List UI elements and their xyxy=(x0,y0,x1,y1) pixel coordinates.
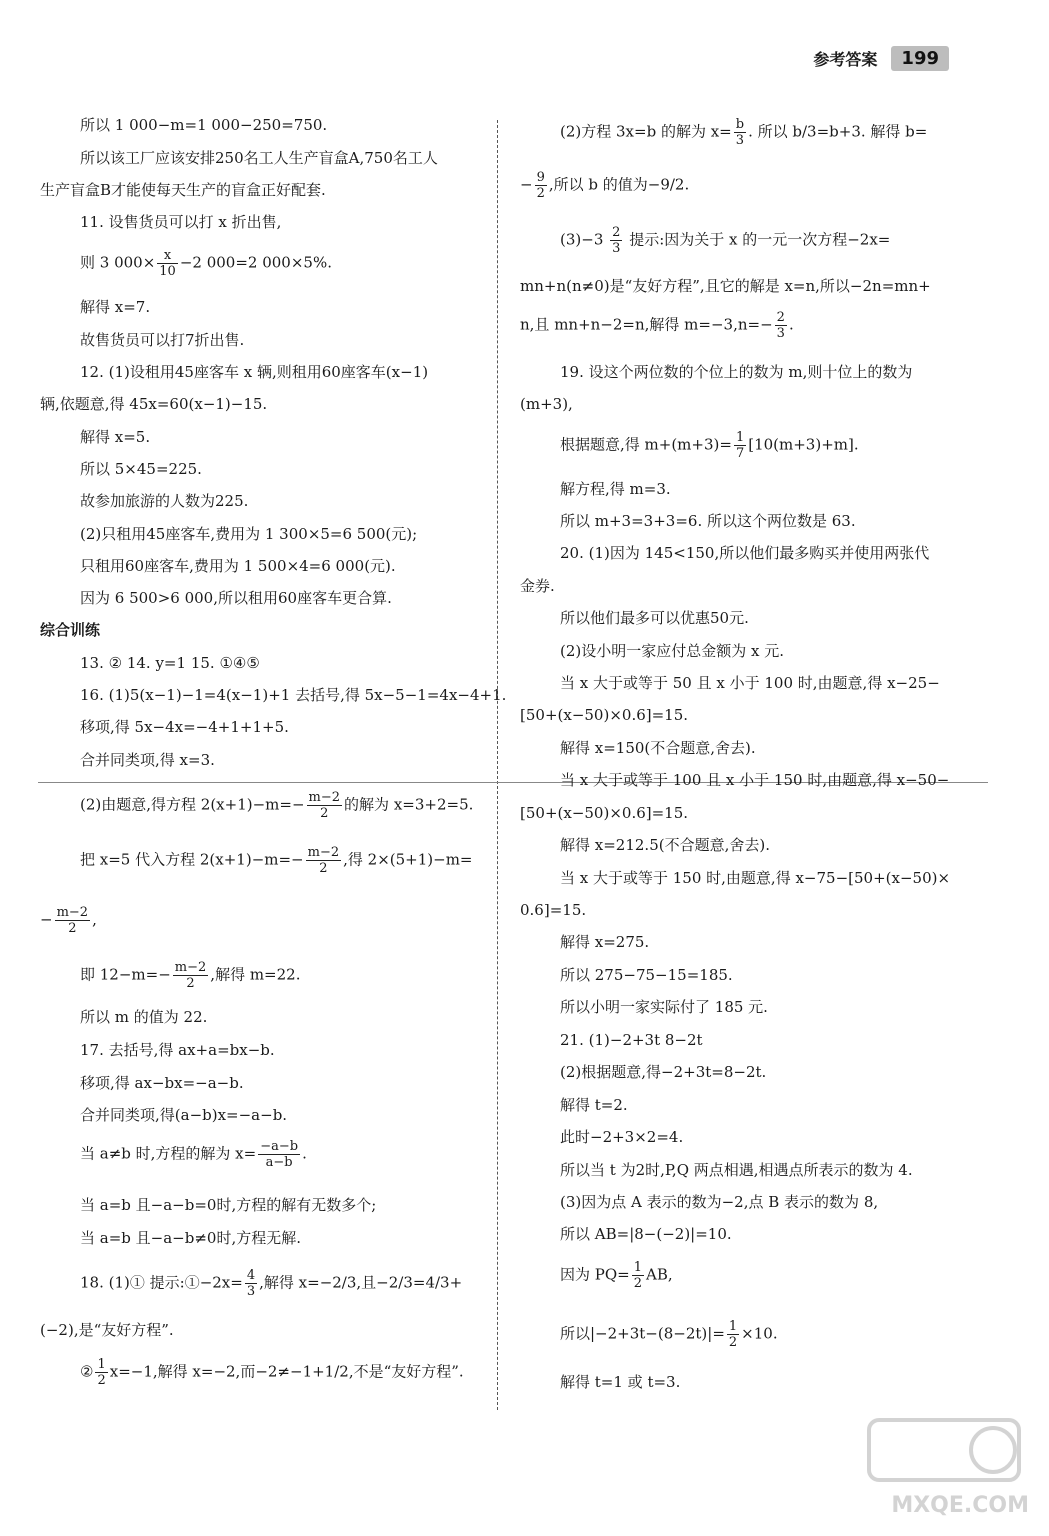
fraction xyxy=(632,1260,644,1291)
line-text: (−2),是“友好方程”. xyxy=(40,1321,174,1339)
text-line xyxy=(80,212,281,232)
line-text: 故参加旅游的人数为225. xyxy=(80,492,249,510)
section-heading xyxy=(40,620,100,640)
line-text: 所以 5×45=225. xyxy=(80,460,202,478)
fraction xyxy=(734,117,746,148)
line-text-after: ,解得 m=22. xyxy=(210,965,301,984)
line-text-after: x=−1,解得 x=−2,而−2≠−1+1/2,不是“友好方程”. xyxy=(109,1362,464,1381)
text-line xyxy=(80,717,289,737)
line-text: 解得 x=150(不合题意,舍去). xyxy=(560,739,756,757)
line-text: 13. ② 14. y=1 15. ①④⑤ xyxy=(80,654,260,672)
fraction-denominator: 2 xyxy=(186,976,195,991)
fraction xyxy=(727,1319,739,1350)
line-text-after: 的解为 x=3+2=5. xyxy=(344,795,474,814)
fraction-denominator: 7 xyxy=(735,446,745,461)
line-text-after: , xyxy=(92,910,97,929)
line-text: (2)根据题意,得−2+3t=8−2t. xyxy=(560,1063,767,1081)
text-line xyxy=(560,1260,673,1291)
text-line xyxy=(80,362,428,382)
text-line xyxy=(560,932,649,952)
text-line xyxy=(560,1372,680,1392)
text-line xyxy=(80,960,300,991)
line-text-after: AB, xyxy=(646,1265,673,1284)
line-text: ② xyxy=(80,1362,94,1381)
text-line xyxy=(560,641,784,661)
line-text: 17. 去括号,得 ax+a=bx−b. xyxy=(80,1041,275,1059)
text-line xyxy=(520,170,689,201)
line-text: 因为 6 500>6 000,所以租用60座客车更合算. xyxy=(80,589,392,607)
line-text: 20. (1)因为 145<150,所以他们最多购买并使用两张代 xyxy=(560,544,930,562)
line-text: 根据题意,得 m+(m+3)= xyxy=(560,435,732,454)
line-text: [50+(x−50)×0.6]=15. xyxy=(520,706,689,724)
text-line xyxy=(520,900,586,920)
line-text: 所以 m 的值为 22. xyxy=(80,1008,208,1026)
line-text: 解得 x=7. xyxy=(80,298,151,316)
fraction-numerator: m−2 xyxy=(56,905,89,920)
text-line xyxy=(560,1192,878,1212)
line-text: n,且 mn+n−2=n,解得 m=−3,n=− xyxy=(520,315,773,334)
line-text: 金券. xyxy=(520,577,555,595)
line-text: 因为 PQ= xyxy=(560,1265,630,1284)
fraction-numerator: 1 xyxy=(97,1357,106,1372)
line-text: 解得 x=212.5(不合题意,舍去). xyxy=(560,836,770,854)
fraction-numerator: b xyxy=(735,117,745,132)
text-line xyxy=(520,276,931,296)
text-line xyxy=(520,576,555,596)
fraction-denominator: 3 xyxy=(735,133,745,148)
fraction-numerator: x xyxy=(157,248,178,264)
fraction xyxy=(734,430,746,461)
line-text: 故售货员可以打7折出售. xyxy=(80,331,245,349)
line-text: 所以 275−75−15=185. xyxy=(560,966,733,984)
line-text: − xyxy=(520,175,533,194)
line-text-after: 提示:因为关于 x 的一元一次方程−2x= xyxy=(624,230,891,249)
text-line xyxy=(560,608,749,628)
fraction-numerator: −a−b xyxy=(260,1139,299,1154)
text-line xyxy=(520,394,573,414)
line-text: (3)−3 xyxy=(560,230,609,249)
line-text: 合并同类项,得(a−b)x=−a−b. xyxy=(80,1106,288,1124)
line-text: 所以小明一家实际付了 185 元. xyxy=(560,998,768,1016)
line-text: 0.6]=15. xyxy=(520,901,587,919)
line-text: mn+n(n≠0)是“友好方程”,且它的解是 x=n,所以−2n=mn+ xyxy=(520,277,931,295)
fraction-numerator: 1 xyxy=(728,1319,738,1334)
line-text: 解方程,得 m=3. xyxy=(560,480,671,498)
fraction-numerator: 2 xyxy=(612,225,621,240)
text-line xyxy=(80,1268,462,1299)
text-line xyxy=(560,1095,628,1115)
fraction xyxy=(245,1268,257,1299)
text-line xyxy=(80,1105,287,1125)
line-text: (2)只租用45座客车,费用为 1 300×5=6 500(元); xyxy=(80,525,418,543)
text-line xyxy=(40,905,97,936)
text-line xyxy=(80,330,244,350)
text-line xyxy=(560,835,770,855)
text-line xyxy=(40,180,326,200)
text-line xyxy=(80,1357,464,1388)
header-title: 参考答案 xyxy=(813,49,878,69)
line-text-after: . 所以 b/3=b+3. 解得 b= xyxy=(748,122,928,141)
text-line xyxy=(80,248,332,279)
text-line xyxy=(560,1030,703,1050)
line-text: 所以|−2+3t−(8−2t)|= xyxy=(560,1324,725,1343)
fraction xyxy=(258,1139,300,1170)
page-header xyxy=(813,44,949,72)
text-line xyxy=(560,738,756,758)
line-text: 所以当 t 为2时,P,Q 两点相遇,相遇点所表示的数为 4. xyxy=(560,1161,913,1179)
fraction-denominator: 2 xyxy=(97,1373,106,1388)
page-number: 199 xyxy=(891,46,949,71)
text-line xyxy=(560,997,768,1017)
line-text: 则 3 000× xyxy=(80,253,156,272)
line-text: 所以 1 000−m=1 000−250=750. xyxy=(80,116,328,134)
column-divider xyxy=(497,120,498,1410)
text-line xyxy=(80,297,150,317)
text-line xyxy=(80,427,150,447)
fraction xyxy=(775,310,787,341)
text-line xyxy=(560,225,890,256)
line-text-after: ,得 2×(5+1)−m= xyxy=(343,850,473,869)
line-text: 把 x=5 代入方程 2(x+1)−m=− xyxy=(80,850,304,869)
text-line xyxy=(80,1073,244,1093)
line-text: 解得 t=1 或 t=3. xyxy=(560,1373,681,1391)
fraction xyxy=(55,905,91,936)
text-line xyxy=(520,310,794,341)
line-text: 解得 x=275. xyxy=(560,933,650,951)
line-text: 所以他们最多可以优惠50元. xyxy=(560,609,749,627)
line-text: 19. 设这个两位数的个位上的数为 m,则十位上的数为 xyxy=(560,363,913,381)
line-text: (2)由题意,得方程 2(x+1)−m=− xyxy=(80,795,305,814)
line-text: 解得 x=5. xyxy=(80,428,151,446)
line-text: (3)因为点 A 表示的数为−2,点 B 表示的数为 8, xyxy=(560,1193,879,1211)
text-line xyxy=(560,868,950,888)
fraction-denominator: 2 xyxy=(320,806,329,821)
fraction-numerator: 1 xyxy=(633,1260,643,1275)
line-text: 综合训练 xyxy=(40,621,101,639)
line-text: 生产盲盒B才能使每天生产的盲盒正好配套. xyxy=(40,181,326,199)
text-line xyxy=(80,845,473,876)
line-text: 16. (1)5(x−1)−1=4(x−1)+1 去括号,得 5x−5−1=4x−4+1. xyxy=(80,686,507,704)
text-line xyxy=(80,1139,307,1170)
line-text: (m+3), xyxy=(520,395,573,413)
line-text-after: ×10. xyxy=(741,1324,778,1343)
text-line xyxy=(80,459,202,479)
text-line xyxy=(80,790,473,821)
line-text: 当 x 大于或等于 100 且 x 小于 150 时,由题意,得 x−50− xyxy=(560,771,950,789)
fraction-denominator: 3 xyxy=(776,326,785,341)
line-text: 移项,得 ax−bx=−a−b. xyxy=(80,1074,244,1092)
line-text: 移项,得 5x−4x=−4+1+1+5. xyxy=(80,718,289,736)
fraction-numerator: m−2 xyxy=(307,845,340,860)
text-line xyxy=(560,362,912,382)
text-line xyxy=(560,770,949,790)
fraction-denominator: a−b xyxy=(265,1155,293,1170)
line-text: (2)设小明一家应付总金额为 x 元. xyxy=(560,642,785,660)
text-line xyxy=(560,965,733,985)
text-line xyxy=(80,653,260,673)
fraction-numerator: m−2 xyxy=(308,790,341,805)
line-text-after: ,所以 b 的值为−9/2. xyxy=(548,175,690,194)
line-text: 12. (1)设租用45座客车 x 辆,则租用60座客车(x−1) xyxy=(80,363,429,381)
line-text: 当 a≠b 时,方程的解为 x= xyxy=(80,1144,257,1163)
fraction xyxy=(95,1357,107,1388)
text-line xyxy=(560,1062,766,1082)
text-line xyxy=(80,1007,207,1027)
text-line xyxy=(80,115,327,135)
fraction xyxy=(173,960,209,991)
fraction-denominator: 10 xyxy=(159,264,176,279)
fraction-numerator: 2 xyxy=(776,310,785,325)
fraction-denominator: 2 xyxy=(728,1335,738,1350)
text-line xyxy=(40,394,267,414)
fraction-denominator: 2 xyxy=(633,1276,643,1291)
line-text: 11. 设售货员可以打 x 折出售, xyxy=(80,213,282,231)
line-text: 所以该工厂应该安排250名工人生产盲盒A,750名工人 xyxy=(80,149,438,167)
text-line xyxy=(560,511,856,531)
line-text: 当 x 大于或等于 150 时,由题意,得 x−75−[50+(x−50)× xyxy=(560,869,951,887)
fraction-denominator: 3 xyxy=(612,241,621,256)
text-line xyxy=(80,556,396,576)
text-line xyxy=(80,491,248,511)
fraction-denominator: 2 xyxy=(68,921,77,936)
text-line xyxy=(560,1224,732,1244)
watermark-icon xyxy=(863,1412,1033,1492)
line-text: 18. (1)① 提示:①−2x= xyxy=(80,1273,243,1292)
line-text: 即 12−m=− xyxy=(80,965,171,984)
text-line xyxy=(520,705,688,725)
text-line xyxy=(560,1160,913,1180)
text-line xyxy=(80,148,438,168)
text-line xyxy=(560,673,940,693)
text-line xyxy=(520,803,688,823)
line-text: 当 x 大于或等于 50 且 x 小于 100 时,由题意,得 x−25− xyxy=(560,674,940,692)
text-line xyxy=(560,1127,683,1147)
text-line xyxy=(560,1319,778,1350)
line-text-after: −2 000=2 000×5%. xyxy=(179,253,332,272)
line-text-after: . xyxy=(788,315,794,334)
fraction xyxy=(307,790,343,821)
line-text: 只租用60座客车,费用为 1 500×4=6 000(元). xyxy=(80,557,396,575)
line-text: − xyxy=(40,910,53,929)
fraction-denominator: 2 xyxy=(536,186,545,201)
line-text-after: ,解得 x=−2/3,且−2/3=4/3+ xyxy=(259,1273,463,1292)
fraction-numerator: 9 xyxy=(536,170,545,185)
text-line xyxy=(40,1320,174,1340)
fraction-numerator: 1 xyxy=(735,430,745,445)
line-text: 解得 t=2. xyxy=(560,1096,628,1114)
fraction-numerator: m−2 xyxy=(174,960,207,975)
line-text: 此时−2+3×2=4. xyxy=(560,1128,684,1146)
text-line xyxy=(80,685,506,705)
line-text: 所以 m+3=3+3=6. 所以这个两位数是 63. xyxy=(560,512,856,530)
line-text: 当 a=b 且−a−b=0时,方程的解有无数多个; xyxy=(80,1196,377,1214)
text-line xyxy=(560,543,929,563)
line-text: (2)方程 3x=b 的解为 x= xyxy=(560,122,732,141)
text-line xyxy=(80,524,417,544)
watermark-logo xyxy=(863,1412,1033,1522)
line-text: 辆,依题意,得 45x=60(x−1)−15. xyxy=(40,395,268,413)
text-line xyxy=(560,479,671,499)
fraction xyxy=(306,845,342,876)
text-line xyxy=(560,117,927,148)
text-line xyxy=(560,430,859,461)
text-line xyxy=(80,1195,376,1215)
line-text-after: [10(m+3)+m]. xyxy=(748,435,859,454)
text-line xyxy=(80,1228,301,1248)
line-text: 合并同类项,得 x=3. xyxy=(80,751,215,769)
fraction-denominator: 3 xyxy=(246,1284,256,1299)
text-line xyxy=(80,1040,275,1060)
fraction-denominator: 2 xyxy=(319,861,328,876)
text-line xyxy=(80,750,215,770)
watermark-text: MXQE.COM xyxy=(891,1493,1029,1518)
line-text: 所以 AB=|8−(−2)|=10. xyxy=(560,1225,732,1243)
fraction-numerator: 4 xyxy=(246,1268,256,1283)
line-text: 当 a=b 且−a−b≠0时,方程无解. xyxy=(80,1229,301,1247)
line-text: [50+(x−50)×0.6]=15. xyxy=(520,804,689,822)
fraction xyxy=(610,225,622,256)
line-text-after: . xyxy=(302,1144,307,1163)
fraction xyxy=(157,248,178,279)
fraction xyxy=(535,170,547,201)
line-text: 21. (1)−2+3t 8−2t xyxy=(560,1031,703,1049)
text-line xyxy=(80,588,392,608)
